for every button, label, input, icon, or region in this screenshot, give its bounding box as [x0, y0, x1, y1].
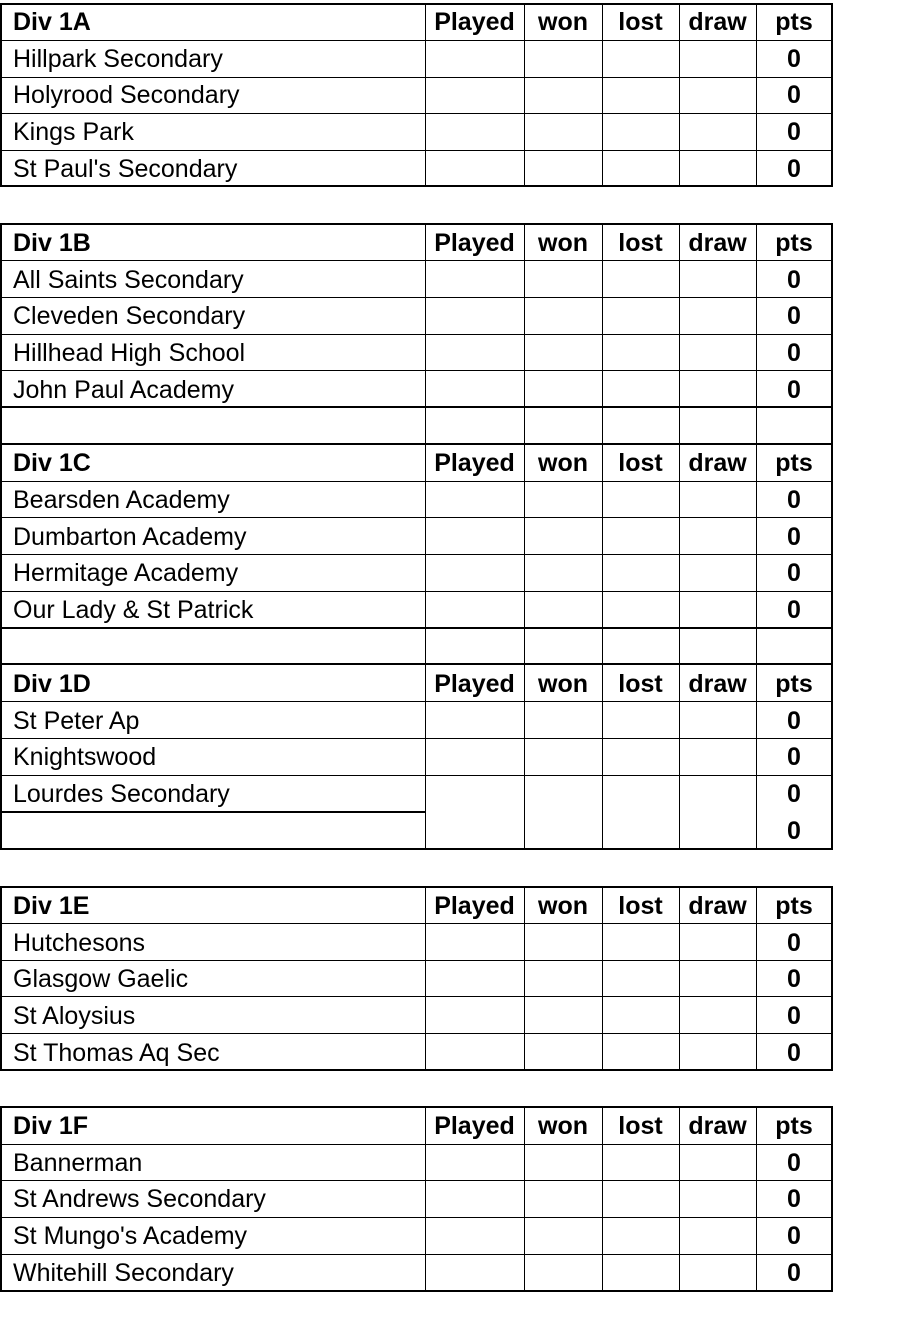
col-won-header: won: [538, 670, 588, 698]
team-name: St Paul's Secondary: [13, 155, 238, 183]
col-draw-header: draw: [688, 449, 747, 477]
row-divider: [1, 996, 832, 997]
row-divider: [1, 960, 832, 961]
column-divider: [602, 3, 603, 187]
division-table-1b-1c-1d: [1, 225, 832, 851]
team-pts: 0: [787, 1222, 801, 1250]
row-divider: [1, 1254, 832, 1255]
table-row: [1, 961, 832, 997]
team-pts: 0: [787, 1039, 801, 1067]
col-played-header: Played: [434, 1112, 515, 1140]
division-title: Div 1A: [13, 8, 91, 36]
table-row: [1, 1145, 832, 1181]
col-lost-header: lost: [618, 1112, 663, 1140]
team-pts: 0: [787, 302, 801, 330]
column-divider: [602, 1106, 603, 1292]
row-divider: [1, 848, 832, 850]
col-pts-header: pts: [775, 670, 813, 698]
table-row: [1, 482, 832, 518]
column-divider: [756, 886, 757, 1071]
team-pts: 0: [787, 743, 801, 771]
team-name: St Thomas Aq Sec: [13, 1039, 220, 1067]
team-pts: 0: [787, 817, 801, 845]
team-name: Hutchesons: [13, 929, 146, 957]
column-divider: [602, 223, 603, 850]
col-lost-header: lost: [618, 229, 663, 257]
col-pts-header: pts: [775, 892, 813, 920]
team-name: St Andrews Secondary: [13, 1185, 266, 1213]
team-name: Dumbarton Academy: [13, 523, 247, 551]
team-pts: 0: [787, 1259, 801, 1287]
column-divider: [602, 886, 603, 1071]
column-divider: [425, 223, 426, 850]
row-divider: [1, 334, 832, 335]
col-played-header: Played: [434, 449, 515, 477]
table-row: [1, 1035, 832, 1071]
table-row: [1, 813, 832, 849]
row-divider: [1, 923, 832, 924]
row-divider: [1, 1033, 832, 1034]
table-row: [1, 998, 832, 1034]
column-divider: [679, 1106, 680, 1292]
table-border: [831, 1106, 833, 1292]
row-divider: [1, 150, 832, 151]
row-divider: [1, 370, 832, 371]
col-draw-header: draw: [688, 8, 747, 36]
row-divider: [1, 185, 832, 187]
table-row: [1, 1218, 832, 1254]
row-divider: [1, 738, 832, 739]
column-divider: [425, 886, 426, 1071]
team-name: Cleveden Secondary: [13, 302, 246, 330]
col-lost-header: lost: [618, 449, 663, 477]
team-name: Whitehill Secondary: [13, 1259, 234, 1287]
col-draw-header: draw: [688, 892, 747, 920]
col-played-header: Played: [434, 8, 515, 36]
team-pts: 0: [787, 523, 801, 551]
col-lost-header: lost: [618, 670, 663, 698]
row-divider: [1, 517, 832, 518]
row-divider: [1, 627, 832, 629]
col-played-header: Played: [434, 229, 515, 257]
team-pts: 0: [787, 45, 801, 73]
team-name: All Saints Secondary: [13, 266, 244, 294]
team-pts: 0: [787, 81, 801, 109]
table-row: [1, 372, 832, 408]
table-row: [1, 1181, 832, 1217]
table-border: [0, 886, 2, 1071]
row-divider: [1, 701, 832, 702]
column-divider: [679, 223, 680, 850]
team-pts: 0: [787, 707, 801, 735]
row-divider: [1, 775, 832, 776]
table-header-row: [1, 888, 832, 924]
team-name: Hermitage Academy: [13, 559, 239, 587]
table-row: [1, 41, 832, 77]
table-row: [1, 262, 832, 298]
column-divider: [679, 3, 680, 187]
team-name: St Aloysius: [13, 1002, 136, 1030]
col-won-header: won: [538, 1112, 588, 1140]
team-name: Bannerman: [13, 1149, 143, 1177]
column-divider: [679, 886, 680, 1071]
team-name: St Mungo's Academy: [13, 1222, 248, 1250]
table-row: [1, 1255, 832, 1291]
table-border: [0, 1106, 2, 1292]
team-pts: 0: [787, 376, 801, 404]
team-name: St Peter Ap: [13, 707, 140, 735]
row-divider: [1, 1180, 832, 1181]
table-row: [1, 77, 832, 113]
column-divider: [756, 223, 757, 850]
team-name: [1, 813, 425, 849]
table-border: [831, 223, 833, 850]
col-pts-header: pts: [775, 8, 813, 36]
row-divider: [1, 1106, 832, 1108]
team-name: Kings Park: [13, 118, 134, 146]
table-row: [1, 114, 832, 150]
table-row: [1, 151, 832, 187]
table-border: [831, 886, 833, 1071]
team-name: Knightswood: [13, 743, 157, 771]
col-won-header: won: [538, 8, 588, 36]
row-divider: [1, 223, 832, 225]
col-draw-header: draw: [688, 670, 747, 698]
team-name: John Paul Academy: [13, 376, 234, 404]
row-divider: [1, 811, 425, 813]
team-name: Bearsden Academy: [13, 486, 230, 514]
col-played-header: Played: [434, 892, 515, 920]
row-divider: [1, 77, 832, 78]
row-divider: [1, 406, 832, 408]
column-divider: [756, 3, 757, 187]
row-divider: [1, 297, 832, 298]
team-pts: 0: [787, 1002, 801, 1030]
table-row: [1, 335, 832, 371]
team-name: Hillhead High School: [13, 339, 246, 367]
row-divider: [1, 481, 832, 482]
team-name: Holyrood Secondary: [13, 81, 240, 109]
table-border: [0, 223, 2, 850]
row-divider: [1, 40, 832, 41]
col-played-header: Played: [434, 670, 515, 698]
row-divider: [1, 663, 832, 665]
row-divider: [1, 1144, 832, 1145]
row-divider: [1, 443, 832, 445]
team-pts: 0: [787, 486, 801, 514]
team-name: Lourdes Secondary: [13, 780, 230, 808]
table-header-row: [1, 4, 832, 40]
table-border: [831, 3, 833, 187]
col-lost-header: lost: [618, 892, 663, 920]
team-pts: 0: [787, 339, 801, 367]
table-row: [1, 925, 832, 961]
col-won-header: won: [538, 229, 588, 257]
team-pts: 0: [787, 1185, 801, 1213]
row-divider: [1, 554, 832, 555]
column-divider: [524, 886, 525, 1071]
column-divider: [425, 1106, 426, 1292]
division-title: Div 1C: [13, 449, 91, 477]
col-pts-header: pts: [775, 449, 813, 477]
row-divider: [1, 886, 832, 888]
team-pts: 0: [787, 929, 801, 957]
col-won-header: won: [538, 449, 588, 477]
team-name: Our Lady & St Patrick: [13, 596, 254, 624]
team-name: Hillpark Secondary: [13, 45, 223, 73]
column-divider: [425, 3, 426, 187]
team-name: Glasgow Gaelic: [13, 965, 189, 993]
column-divider: [524, 3, 525, 187]
division-table-1f: [1, 1108, 832, 1291]
team-pts: 0: [787, 965, 801, 993]
division-title: Div 1E: [13, 892, 90, 920]
table-header-row: [1, 445, 832, 481]
division-table-1e: [1, 888, 832, 1071]
division-table-1a: [1, 4, 832, 187]
division-title: Div 1D: [13, 670, 91, 698]
team-pts: 0: [787, 559, 801, 587]
row-divider: [1, 3, 832, 5]
row-divider: [1, 260, 832, 261]
table-row: [1, 519, 832, 555]
table-header-row: [1, 225, 832, 261]
table-header-row: [1, 1108, 832, 1144]
column-divider: [524, 223, 525, 850]
table-row: [1, 776, 832, 812]
table-row: [1, 298, 832, 334]
team-pts: 0: [787, 118, 801, 146]
row-divider: [1, 591, 832, 592]
table-header-row: [1, 666, 832, 702]
col-draw-header: draw: [688, 229, 747, 257]
row-divider: [1, 1069, 832, 1071]
table-row: [1, 592, 832, 628]
col-pts-header: pts: [775, 229, 813, 257]
division-title: Div 1F: [13, 1112, 89, 1140]
column-divider: [524, 1106, 525, 1292]
row-divider: [1, 1290, 832, 1292]
team-pts: 0: [787, 266, 801, 294]
row-divider: [1, 1217, 832, 1218]
team-pts: 0: [787, 596, 801, 624]
team-pts: 0: [787, 155, 801, 183]
division-title: Div 1B: [13, 229, 91, 257]
team-pts: 0: [787, 1149, 801, 1177]
col-draw-header: draw: [688, 1112, 747, 1140]
col-pts-header: pts: [775, 1112, 813, 1140]
table-row: [1, 739, 832, 775]
row-divider: [1, 113, 832, 114]
column-divider: [756, 1106, 757, 1292]
col-won-header: won: [538, 892, 588, 920]
table-row: [1, 555, 832, 591]
table-border: [0, 3, 2, 187]
col-lost-header: lost: [618, 8, 663, 36]
table-row: [1, 703, 832, 739]
team-pts: 0: [787, 780, 801, 808]
